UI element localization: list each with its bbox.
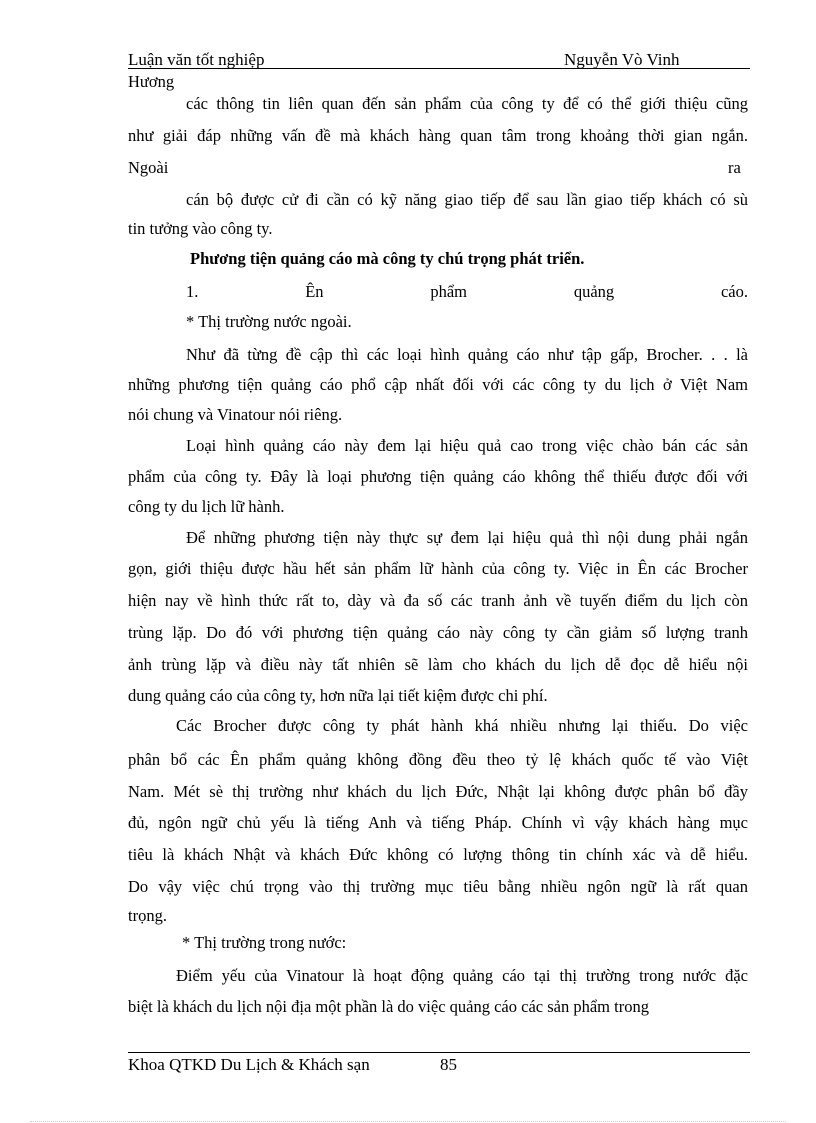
text-line: nói chung và Vinatour nói riêng.	[128, 405, 343, 424]
text-line: hiện nay về hình thức rất to, dày và đa số các tranh ảnh về tuyến điểm du lịch còn	[128, 591, 748, 610]
text-line: Các Brocher được công ty phát hành khá nhiều nhưng lại thiếu. Do việc	[176, 716, 748, 735]
subheading: * Thị trường trong nước:	[182, 933, 347, 952]
text-line: phân bổ các Ên phẩm quảng không đồng đều theo tỷ lệ khách quốc tế vào Việt	[128, 750, 748, 769]
text-line: trùng lặp. Do đó với phương tiện quảng cáo này công ty cần giảm số lượng tranh	[128, 623, 748, 642]
text-line: Điểm yếu của Vinatour là hoạt động quảng cáo tại thị trường trong nước đặc	[176, 966, 748, 985]
footer-rule	[128, 1052, 750, 1053]
text-line: biệt là khách du lịch nội địa một phần là do việc quảng cáo các sản phẩm trong	[128, 997, 649, 1016]
text-line: Loại hình quảng cáo này đem lại hiệu quả cao trong việc chào bán các sản	[186, 436, 748, 455]
list-heading: 1. Ên phẩm quảng cáo.	[186, 282, 748, 301]
section-heading: Phương tiện quảng cáo mà công ty chú trọng phát triển.	[190, 249, 585, 268]
text-line: dung quảng cáo của công ty, hơn nữa lại tiết kiệm được chi phí.	[128, 686, 548, 705]
text-line: như giải đáp những vấn đề mà khách hàng quan tâm trong khoảng thời gian ngắn.	[128, 126, 748, 145]
header-right: Nguyễn Vò Vinh	[564, 50, 680, 69]
text-line: Do vậy việc chú trọng vào thị trường mục tiêu bằng nhiều ngôn ngữ là rất quan	[128, 877, 748, 896]
text-line: Nam. Mét sè thị trường như khách du lịch Đức, Nhật lại không được phân bổ đầy	[128, 782, 748, 801]
text-line: Như đã từng đề cập thì các loại hình quảng cáo như tập gấp, Brocher. . . là	[186, 345, 748, 364]
text-line: phẩm của công ty. Đây là loại phương tiện quảng cáo không thể thiếu được đối với	[128, 467, 748, 486]
text-line: những phương tiện quảng cáo phổ cập nhất đối với các công ty du lịch ở Việt Nam	[128, 375, 748, 394]
header-left: Luận văn tốt nghiệp	[128, 50, 265, 69]
text-line: các thông tin liên quan đến sản phẩm của công ty để có thể giới thiệu cũng	[186, 94, 748, 113]
text-line: ảnh trùng lặp và điều này tất nhiên sẽ làm cho khách du lịch dễ đọc dễ hiểu nội	[128, 655, 748, 674]
text-line: Để những phương tiện này thực sự đem lại hiệu quả thì nội dung phải ngắn	[186, 528, 748, 547]
text-line: Hương	[128, 72, 175, 91]
page-number: 85	[440, 1055, 457, 1074]
text-line: tin tưởng vào công ty.	[128, 219, 273, 238]
header-rule	[128, 68, 750, 69]
text-line: Ngoài	[128, 158, 169, 177]
text-line: cán bộ được cử đi cần có kỹ năng giao tiếp để sau lần giao tiếp khách có sù	[186, 190, 748, 209]
subheading: * Thị trường nước ngoài.	[186, 312, 352, 331]
text-line: trọng.	[128, 906, 167, 925]
text-line: đủ, ngôn ngữ chủ yếu là tiếng Anh và tiếng Pháp. Chính vì vậy khách hàng mục	[128, 813, 748, 832]
page-edge	[30, 1121, 786, 1122]
footer-left: Khoa QTKD Du Lịch & Khách sạn	[128, 1055, 370, 1074]
text-line: công ty du lịch lữ hành.	[128, 497, 285, 516]
text-line: gọn, giới thiệu được hầu hết sản phẩm lữ hành của công ty. Việc in Ên các Brocher	[128, 559, 748, 578]
text-line: ra	[728, 158, 741, 177]
text-line: tiêu là khách Nhật và khách Đức không có lượng thông tin chính xác và dễ hiểu.	[128, 845, 748, 864]
